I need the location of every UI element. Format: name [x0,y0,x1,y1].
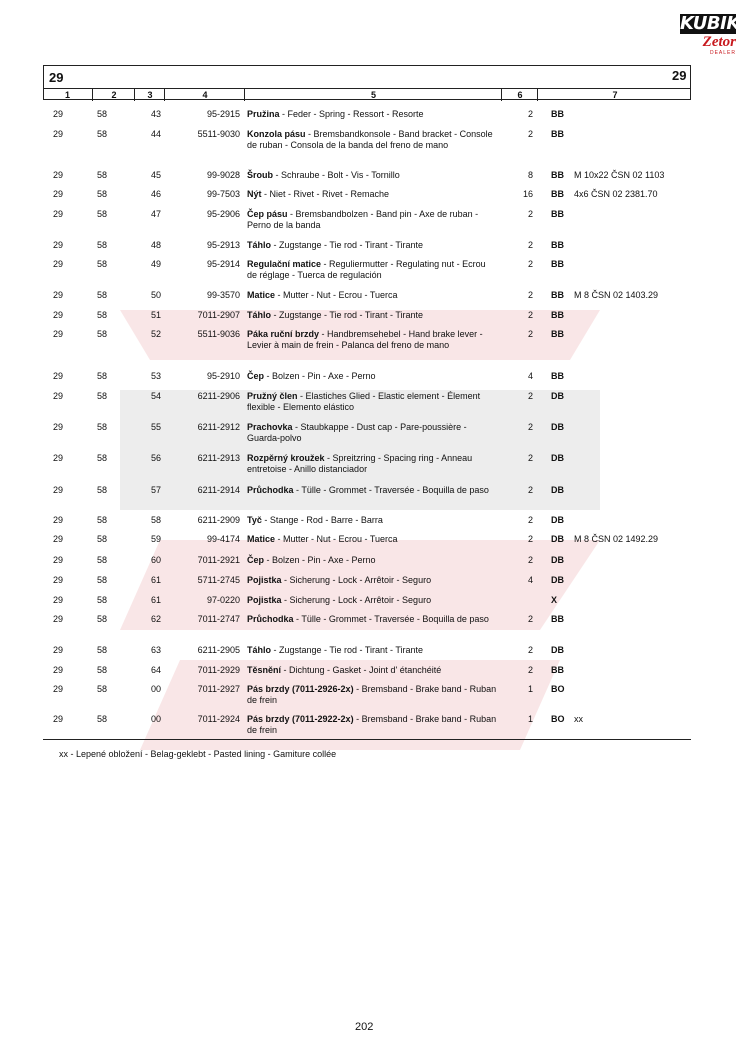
cell-part-number: 5711-2745 [197,575,240,585]
cell-code: BB [551,189,564,199]
column-header-7: 7 [537,89,692,101]
cell-part-number: 95-2913 [206,240,240,250]
cell-part-number: 7011-2747 [197,614,240,624]
cell-group: 29 [52,515,63,525]
cell-position: 00 [150,714,161,724]
cell-description [247,485,497,496]
cell-position: 48 [150,240,161,250]
logo-dealer: DEALER [709,50,736,56]
description-czech-name: Táhlo [247,240,271,250]
cell-code: DB [551,422,564,432]
cell-description [247,240,497,251]
description-czech-name: Páka ruční brzdy [247,329,320,339]
cell-quantity: 2 [527,485,533,495]
description-czech-name: Pás brzdy (7011-2926-2x) [247,684,354,694]
cell-figure: 58 [96,290,107,300]
description-translations: - Bremsbandbolzen - Band pin - Axe de ruban - Perno de la banda [247,209,479,230]
cell-description [247,109,497,120]
cell-quantity: 2 [527,555,533,565]
cell-figure: 58 [96,684,107,694]
description-translations: - Bolzen - Pin - Axe - Perno [264,371,376,381]
cell-group: 29 [52,453,63,463]
cell-note: 4x6 ČSN 02 2381.70 [574,189,658,199]
description-translations: - Zugstange - Tie rod - Tirant - Tirante [271,240,424,250]
description-czech-name: Pružina [247,109,280,119]
cell-code: BB [551,209,564,219]
kubik-zetor-logo [680,13,740,58]
description-translations: - Spreitzring - Spacing ring - Anneau entretoise - Anillo distanciador [247,453,473,474]
cell-part-number: 7011-2929 [197,665,240,675]
cell-group: 29 [52,329,63,339]
cell-description [247,453,497,475]
cell-quantity: 1 [527,714,533,724]
cell-code: DB [551,485,564,495]
description-translations: - Bremsband - Brake band - Ruban de frein [247,714,497,735]
cell-position: 63 [150,645,161,655]
description-translations: - Stange - Rod - Barre - Barra [261,515,383,525]
cell-description [247,645,497,656]
cell-description [247,422,497,444]
column-header-row [43,88,691,101]
description-translations: - Zugstange - Tie rod - Tirant - Tirante [271,645,424,655]
cell-position: 46 [150,189,161,199]
column-header-2: 2 [92,89,135,101]
cell-note: M 8 ČSN 02 1492.29 [574,534,659,544]
cell-group: 29 [52,240,63,250]
cell-code: BB [551,329,564,339]
cell-part-number: 7011-2907 [197,310,240,320]
description-translations: - Bremsband - Brake band - Ruban de frein [247,684,497,705]
description-translations: - Bolzen - Pin - Axe - Perno [264,555,376,565]
cell-code: DB [551,645,564,655]
cell-code: BB [551,109,564,119]
cell-note: xx [574,714,583,724]
cell-group: 29 [52,595,63,605]
cell-quantity: 2 [527,290,533,300]
description-translations: - Mutter - Nut - Ecrou - Tuerca [275,290,398,300]
cell-figure: 58 [96,109,107,119]
cell-code: BB [551,129,564,139]
cell-description [247,170,497,181]
cell-code: DB [551,391,564,401]
cell-quantity: 16 [522,189,533,199]
cell-group: 29 [52,665,63,675]
description-translations: - Feder - Spring - Ressort - Resorte [279,109,424,119]
cell-position: 58 [150,515,161,525]
description-czech-name: Pojistka [247,595,282,605]
cell-description [247,714,497,736]
cell-group: 29 [52,534,63,544]
cell-position: 59 [150,534,161,544]
cell-part-number: 99-3570 [206,290,240,300]
cell-figure: 58 [96,534,107,544]
cell-group: 29 [52,391,63,401]
cell-group: 29 [52,614,63,624]
cell-group: 29 [52,714,63,724]
description-translations: - Elastiches Glied - Elastic element - Élement flexible - Elemento elástico [247,391,481,412]
cell-part-number: 6211-2914 [197,485,240,495]
description-czech-name: Regulační matice [247,259,322,269]
cell-quantity: 8 [527,170,533,180]
cell-figure: 58 [96,371,107,381]
cell-position: 61 [150,575,161,585]
cell-position: 62 [150,614,161,624]
cell-position: 53 [150,371,161,381]
cell-figure: 58 [96,645,107,655]
cell-figure: 58 [96,595,107,605]
cell-group: 29 [52,684,63,694]
description-czech-name: Tyč [247,515,262,525]
description-czech-name: Průchodka [247,614,294,624]
cell-position: 00 [150,684,161,694]
cell-description [247,371,497,382]
column-header-6: 6 [501,89,538,101]
description-translations: - Handbremsehebel - Hand brake lever - Levier à main de frein - Palanca del freno de mano [247,329,483,350]
cell-description [247,534,497,545]
cell-quantity: 2 [527,391,533,401]
section-number-right: 29 [672,68,687,83]
cell-group: 29 [52,371,63,381]
description-czech-name: Pás brzdy (7011-2922-2x) [247,714,354,724]
cell-code: BO [551,684,565,694]
cell-position: 51 [150,310,161,320]
description-czech-name: Táhlo [247,310,271,320]
column-header-5: 5 [244,89,502,101]
cell-quantity: 2 [527,515,533,525]
description-czech-name: Šroub [247,170,273,180]
column-header-1: 1 [64,90,70,100]
description-czech-name: Pružný člen [247,391,298,401]
cell-figure: 58 [96,515,107,525]
cell-part-number: 6211-2906 [197,391,240,401]
cell-quantity: 2 [527,453,533,463]
cell-group: 29 [52,645,63,655]
cell-description [247,391,497,413]
cell-position: 47 [150,209,161,219]
description-translations: - Tülle - Grommet - Traversée - Boquilla de paso [293,614,489,624]
cell-description [247,665,497,676]
description-translations: - Tülle - Grommet - Traversée - Boquilla de paso [293,485,489,495]
cell-quantity: 2 [527,329,533,339]
cell-part-number: 6211-2905 [197,645,240,655]
cell-part-number: 95-2915 [206,109,240,119]
cell-code: BB [551,310,564,320]
cell-quantity: 2 [527,665,533,675]
cell-group: 29 [52,259,63,269]
description-czech-name: Matice [247,534,276,544]
column-header-3: 3 [134,89,165,101]
cell-group: 29 [52,209,63,219]
cell-part-number: 5511-9036 [197,329,240,339]
cell-note: M 10x22 ČSN 02 1103 [574,170,665,180]
cell-group: 29 [52,170,63,180]
cell-part-number: 6211-2909 [197,515,240,525]
cell-group: 29 [52,290,63,300]
cell-quantity: 2 [527,614,533,624]
cell-description [247,310,497,321]
cell-description [247,575,497,586]
cell-description [247,209,497,231]
table-bottom-rule [43,739,691,740]
cell-description [247,129,497,151]
cell-description [247,614,497,625]
cell-code: DB [551,575,564,585]
cell-group: 29 [52,575,63,585]
cell-code: DB [551,453,564,463]
cell-position: 61 [150,595,161,605]
cell-group: 29 [52,129,63,139]
cell-group: 29 [52,189,63,199]
description-czech-name: Pojistka [247,575,282,585]
description-translations: - Reguliermutter - Regulating nut - Ecrou de réglage - Tuerca de regulación [247,259,486,280]
cell-position: 64 [150,665,161,675]
cell-code: BB [551,170,564,180]
page-number: 202 [355,1021,374,1033]
cell-position: 55 [150,422,161,432]
cell-quantity: 4 [527,575,533,585]
cell-group: 29 [52,555,63,565]
description-czech-name: Průchodka [247,485,294,495]
cell-figure: 58 [96,391,107,401]
cell-description [247,595,497,606]
cell-description [247,515,497,526]
cell-description [247,189,497,200]
cell-position: 49 [150,259,161,269]
logo-zetor: Zetor [702,34,736,50]
cell-position: 52 [150,329,161,339]
cell-figure: 58 [96,665,107,675]
description-czech-name: Prachovka [247,422,293,432]
cell-figure: 58 [96,170,107,180]
cell-part-number: 97-0220 [206,595,240,605]
cell-position: 56 [150,453,161,463]
cell-quantity: 4 [527,371,533,381]
cell-code: X [551,595,558,605]
cell-figure: 58 [96,485,107,495]
cell-code: BB [551,240,564,250]
cell-position: 43 [150,109,161,119]
cell-quantity: 2 [527,109,533,119]
description-translations: - Staubkappe - Dust cap - Pare-poussière - Guarda-polvo [247,422,467,443]
cell-description [247,329,497,351]
cell-description [247,684,497,706]
cell-figure: 58 [96,209,107,219]
description-czech-name: Nýt [247,189,262,199]
cell-part-number: 99-4174 [206,534,240,544]
cell-position: 50 [150,290,161,300]
cell-code: DB [551,555,564,565]
cell-quantity: 2 [527,259,533,269]
description-translations: - Schraube - Bolt - Vis - Tornillo [273,170,400,180]
cell-description [247,555,497,566]
description-translations: - Zugstange - Tie rod - Tirant - Tirante [271,310,424,320]
cell-quantity: 2 [527,209,533,219]
description-czech-name: Čep [247,371,265,381]
cell-group: 29 [52,422,63,432]
cell-figure: 58 [96,310,107,320]
cell-code: BB [551,371,564,381]
description-translations: - Niet - Rivet - Rivet - Remache [261,189,390,199]
cell-figure: 58 [96,259,107,269]
cell-figure: 58 [96,575,107,585]
cell-position: 57 [150,485,161,495]
description-czech-name: Těsnění [247,665,282,675]
cell-code: BB [551,290,564,300]
column-header-4: 4 [164,89,245,101]
cell-quantity: 2 [527,534,533,544]
description-translations: - Sicherung - Lock - Arrêtoir - Seguro [281,595,432,605]
description-translations: - Mutter - Nut - Ecrou - Tuerca [275,534,398,544]
cell-figure: 58 [96,555,107,565]
cell-code: DB [551,534,564,544]
cell-figure: 58 [96,422,107,432]
logo-kubik: KUBIK [680,13,740,34]
cell-position: 44 [150,129,161,139]
description-czech-name: Čep [247,555,265,565]
description-czech-name: Matice [247,290,276,300]
cell-group: 29 [52,485,63,495]
cell-quantity: 2 [527,645,533,655]
cell-part-number: 7011-2921 [197,555,240,565]
cell-code: BB [551,665,564,675]
cell-figure: 58 [96,129,107,139]
cell-figure: 58 [96,189,107,199]
description-czech-name: Konzola pásu [247,129,306,139]
cell-part-number: 99-7503 [206,189,240,199]
description-czech-name: Čep pásu [247,209,288,219]
cell-part-number: 6211-2913 [197,453,240,463]
cell-code: BO [551,714,565,724]
description-translations: - Sicherung - Lock - Arrêtoir - Seguro [281,575,432,585]
description-translations: - Dichtung - Gasket - Joint d' étanchéité [281,665,442,675]
description-translations: - Bremsbandkonsole - Band bracket - Console de ruban - Consola de la banda del freno de mano [247,129,493,150]
cell-group: 29 [52,109,63,119]
cell-quantity: 2 [527,310,533,320]
cell-quantity: 2 [527,422,533,432]
cell-description [247,259,497,281]
description-czech-name: Táhlo [247,645,271,655]
cell-position: 60 [150,555,161,565]
cell-figure: 58 [96,614,107,624]
cell-part-number: 95-2910 [206,371,240,381]
cell-quantity: 1 [527,684,533,694]
cell-description [247,290,497,301]
cell-part-number: 7011-2924 [197,714,240,724]
cell-quantity: 2 [527,129,533,139]
cell-position: 54 [150,391,161,401]
cell-part-number: 95-2906 [206,209,240,219]
section-number-left: 29 [49,70,64,85]
cell-position: 45 [150,170,161,180]
cell-part-number: 99-9028 [206,170,240,180]
description-czech-name: Rozpěrný kroužek [247,453,325,463]
cell-quantity: 2 [527,240,533,250]
cell-figure: 58 [96,329,107,339]
cell-figure: 58 [96,453,107,463]
cell-group: 29 [52,310,63,320]
cell-part-number: 5511-9030 [197,129,240,139]
cell-part-number: 7011-2927 [197,684,240,694]
cell-figure: 58 [96,240,107,250]
cell-code: DB [551,515,564,525]
cell-part-number: 95-2914 [206,259,240,269]
cell-note: M 8 ČSN 02 1403.29 [574,290,659,300]
cell-part-number: 6211-2912 [197,422,240,432]
cell-code: BB [551,614,564,624]
cell-figure: 58 [96,714,107,724]
cell-code: BB [551,259,564,269]
footnote: xx - Lepené obložení - Belag-geklebt - Pasted lining - Gamiture collée [59,749,337,759]
